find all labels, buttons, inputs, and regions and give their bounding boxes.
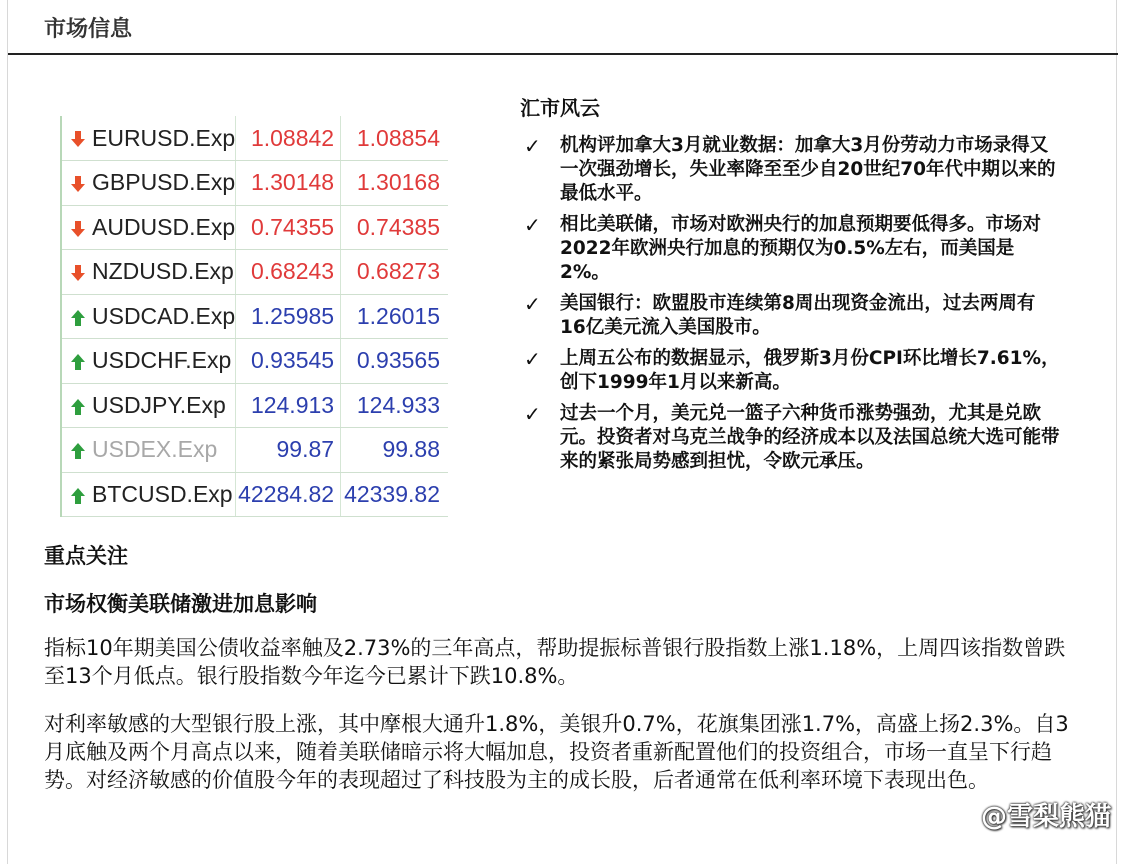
list-item bbox=[520, 347, 1060, 395]
page bbox=[7, 0, 1117, 864]
article-headline: 市场权衡美联储激进加息影响 bbox=[44, 592, 317, 616]
bid-cell: 124.913 bbox=[236, 383, 341, 428]
bid-cell: 1.08842 bbox=[236, 116, 341, 161]
bid-cell: 0.93545 bbox=[236, 339, 341, 384]
ask-cell: 0.74385 bbox=[341, 205, 448, 250]
symbol-cell bbox=[61, 383, 236, 428]
arrow-down-icon bbox=[70, 130, 86, 148]
table-row bbox=[61, 383, 448, 428]
symbol-cell bbox=[61, 161, 236, 206]
symbol-label: EURUSD.Exp bbox=[92, 124, 236, 151]
quotes-table bbox=[60, 116, 448, 517]
ask-cell: 1.08854 bbox=[341, 116, 448, 161]
bid-cell: 42284.82 bbox=[236, 472, 341, 517]
list-item bbox=[520, 213, 1060, 285]
table-row bbox=[61, 472, 448, 517]
table-row bbox=[61, 339, 448, 384]
symbol-cell bbox=[61, 428, 236, 473]
ask-cell: 99.88 bbox=[341, 428, 448, 473]
bid-cell: 1.25985 bbox=[236, 294, 341, 339]
symbol-cell bbox=[61, 250, 236, 295]
symbol-label: USDEX.Exp bbox=[92, 436, 218, 463]
check-icon: ✓ bbox=[524, 213, 541, 237]
ask-cell: 0.68273 bbox=[341, 250, 448, 295]
page-title: 市场信息 bbox=[44, 17, 133, 42]
table-row bbox=[61, 205, 448, 250]
bid-cell: 0.74355 bbox=[236, 205, 341, 250]
symbol-cell bbox=[61, 294, 236, 339]
article-paragraph: 对利率敏感的大型银行股上涨，其中摩根大通升1.8%，美银升0.7%，花旗集团涨1.7%，高盛上扬2.3%。自3月底触及两个月高点以来，随着美联储暗示将大幅加息，投资者重新配置他们的投资组合，市场一直呈下行趋势。对经济敏感的价值股今年的表现超过了科技股为主的成长股，后者通常在低利率环境下表现出色。 bbox=[44, 712, 1069, 792]
ask-cell: 42339.82 bbox=[341, 472, 448, 517]
news-text: 相比美联储，市场对欧洲央行的加息预期要低得多。市场对2022年欧洲央行加息的预期仅为0.5%左右，而美国是2%。 bbox=[560, 214, 1042, 283]
fx-news-list bbox=[520, 134, 1060, 481]
table-row bbox=[61, 294, 448, 339]
symbol-cell bbox=[61, 205, 236, 250]
arrow-up-icon bbox=[70, 353, 86, 371]
symbol-cell bbox=[61, 339, 236, 384]
table-row bbox=[61, 250, 448, 295]
list-item bbox=[520, 402, 1060, 474]
arrow-down-icon bbox=[70, 220, 86, 238]
news-text: 美国银行：欧盟股市连续第8周出现资金流出，过去两周有16亿美元流入美国股市。 bbox=[560, 293, 1036, 338]
arrow-down-icon bbox=[70, 175, 86, 193]
symbol-label: AUDUSD.Exp bbox=[92, 213, 236, 240]
symbol-label: GBPUSD.Exp bbox=[92, 169, 236, 196]
arrow-down-icon bbox=[70, 264, 86, 282]
list-item bbox=[520, 134, 1060, 206]
arrow-up-icon bbox=[70, 442, 86, 460]
check-icon: ✓ bbox=[524, 347, 541, 371]
symbol-label: USDCHF.Exp bbox=[92, 347, 232, 374]
check-icon: ✓ bbox=[524, 292, 541, 316]
focus-section-title: 重点关注 bbox=[44, 544, 128, 568]
bid-cell: 99.87 bbox=[236, 428, 341, 473]
article-paragraph: 指标10年期美国公债收益率触及2.73%的三年高点，帮助提振标普银行股指数上涨1.18%，上周四该指数曾跌至13个月低点。银行股指数今年迄今已累计下跌10.8%。 bbox=[44, 636, 1066, 688]
arrow-up-icon bbox=[70, 309, 86, 327]
arrow-up-icon bbox=[70, 487, 86, 505]
ask-cell: 1.26015 bbox=[341, 294, 448, 339]
table-row bbox=[61, 116, 448, 161]
table-row bbox=[61, 428, 448, 473]
news-text: 过去一个月，美元兑一篮子六种货币涨势强劲，尤其是兑欧元。投资者对乌克兰战争的经济成本以及法国总统大选可能带来的紧张局势感到担忧，令欧元承压。 bbox=[560, 403, 1060, 472]
check-icon: ✓ bbox=[524, 402, 541, 426]
list-item bbox=[520, 292, 1060, 340]
fx-section-title: 汇市风云 bbox=[520, 96, 600, 120]
watermark-logo: @雪梨熊猫 bbox=[980, 802, 1111, 832]
symbol-label: BTCUSD.Exp bbox=[92, 480, 233, 507]
bid-cell: 1.30148 bbox=[236, 161, 341, 206]
symbol-label: NZDUSD.Exp bbox=[92, 258, 234, 285]
symbol-label: USDCAD.Exp bbox=[92, 302, 236, 329]
symbol-cell bbox=[61, 472, 236, 517]
symbol-cell bbox=[61, 116, 236, 161]
news-text: 机构评加拿大3月就业数据：加拿大3月份劳动力市场录得又一次强劲增长，失业率降至至少自20世纪70年代中期以来的最低水平。 bbox=[560, 135, 1056, 204]
ask-cell: 0.93565 bbox=[341, 339, 448, 384]
check-icon: ✓ bbox=[524, 134, 541, 158]
news-text: 上周五公布的数据显示，俄罗斯3月份CPI环比增长7.61%，创下1999年1月以来新高。 bbox=[560, 348, 1060, 393]
ask-cell: 1.30168 bbox=[341, 161, 448, 206]
ask-cell: 124.933 bbox=[341, 383, 448, 428]
arrow-up-icon bbox=[70, 398, 86, 416]
table-row bbox=[61, 161, 448, 206]
symbol-label: USDJPY.Exp bbox=[92, 391, 226, 418]
bid-cell: 0.68243 bbox=[236, 250, 341, 295]
header-divider bbox=[8, 53, 1118, 55]
